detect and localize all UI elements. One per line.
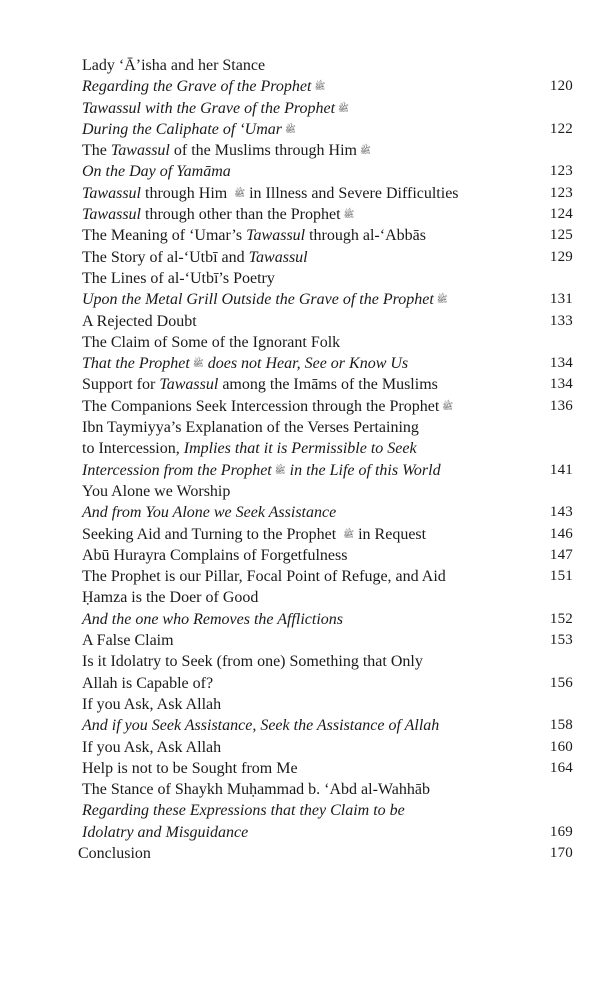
toc-entry xyxy=(0,651,613,672)
toc-page-number: 136 xyxy=(549,397,573,414)
toc-entry-text: The Stance of Shaykh Muḥammad b. ‘Abd al-Wahhāb xyxy=(82,781,430,799)
toc-entry xyxy=(0,609,613,630)
toc-entry-text: Tawassul xyxy=(246,227,306,245)
toc-entry-text: Support for xyxy=(82,376,160,394)
toc-entry-text: Ḥamza is the Doer of Good xyxy=(82,589,259,607)
toc-page-number: 129 xyxy=(549,248,573,265)
toc-entry-text: On the Day of Yamāma xyxy=(82,163,231,181)
toc-entry-text: And if you Seek Assistance, Seek the Assistance of Allah xyxy=(82,717,440,735)
toc-entry-text: through other than the Prophet xyxy=(141,206,341,224)
toc-entry xyxy=(0,843,613,864)
toc-entry xyxy=(0,289,613,310)
toc-entry-text: Idolatry and Misguidance xyxy=(82,823,249,841)
toc-entry-text: The Meaning of ‘Umar’s xyxy=(82,227,247,245)
honorific-glyph: ﷺ xyxy=(436,294,448,305)
toc-entry-title xyxy=(82,779,430,800)
toc-page-number: 151 xyxy=(549,568,573,585)
toc-page-number: 146 xyxy=(549,525,573,542)
toc-entry xyxy=(0,800,613,821)
toc-entry-text: Regarding these Expressions that they Claim to be xyxy=(82,802,405,820)
toc-entry-text: That the Prophet xyxy=(82,355,190,373)
toc-entry-text: through Him xyxy=(141,184,232,202)
toc-entry xyxy=(0,332,613,353)
toc-entry xyxy=(0,76,613,97)
toc-entry-title xyxy=(82,651,423,672)
toc-entry xyxy=(0,268,613,289)
toc-entry-text: Allah is Capable of? xyxy=(82,674,214,692)
toc-entry-text: The xyxy=(82,142,111,160)
toc-entry-title xyxy=(82,140,371,161)
toc-entry-text: Tawassul xyxy=(248,248,308,266)
honorific-glyph: ﷺ xyxy=(285,123,296,134)
toc-entry xyxy=(0,673,613,694)
toc-entry-title xyxy=(82,800,405,821)
toc-entry-title xyxy=(82,119,296,140)
toc-entry-text: The Lines of al-‘Utbī’s Poetry xyxy=(82,269,275,287)
toc-entry-title xyxy=(82,822,248,843)
toc-entry-title xyxy=(82,438,417,459)
toc-entry-text: Tawassul xyxy=(159,376,219,394)
toc-entry xyxy=(0,183,613,204)
toc-entry-title xyxy=(78,843,151,864)
toc-entry-text: If you Ask, Ask Allah xyxy=(82,695,222,713)
toc-entry-text: Upon the Metal Grill Outside the Grave of the Prophet xyxy=(82,291,434,309)
toc-entry-title xyxy=(82,417,419,438)
toc-page-number: 158 xyxy=(549,717,573,734)
toc-page-number: 131 xyxy=(549,291,573,308)
honorific-glyph: ﷺ xyxy=(343,209,355,220)
toc-entry-title xyxy=(82,55,265,76)
toc-entry xyxy=(0,204,613,225)
toc-page-number: 147 xyxy=(549,546,573,563)
toc-entry-title xyxy=(82,609,343,630)
toc-entry-text: in the Life of this World xyxy=(285,461,441,479)
toc-page-number: 170 xyxy=(549,844,573,861)
toc-entry xyxy=(0,417,613,438)
toc-entry xyxy=(0,758,613,779)
toc-entry-text: does not Hear, See or Know Us xyxy=(203,355,409,373)
toc-entry-text: with the Grave of the Prophet xyxy=(141,99,336,117)
honorific-glyph: ﷺ xyxy=(442,400,454,411)
toc-entry-title xyxy=(82,374,438,395)
toc-entry-text: Regarding the Grave of the Prophet xyxy=(82,78,312,96)
toc-entry-text: Lady ‘Ā’isha and her Stance xyxy=(82,57,266,74)
toc-entry-title xyxy=(82,630,174,651)
toc-page-number: 122 xyxy=(549,120,573,137)
toc-entry-text: And the one who Removes the Afflictions xyxy=(82,610,343,628)
toc-entry-text: Tawassul xyxy=(110,142,170,160)
toc-page-number: 153 xyxy=(549,632,573,649)
toc-entry xyxy=(0,630,613,651)
toc-entry xyxy=(0,98,613,119)
toc-entry-text: among the Imāms of the Muslims xyxy=(218,376,438,394)
toc-page-number: 160 xyxy=(549,738,573,755)
toc-page-number: 164 xyxy=(549,759,573,776)
toc-entry-title xyxy=(82,225,426,246)
toc-entry xyxy=(0,694,613,715)
toc-entry xyxy=(0,353,613,374)
toc-entry-text: A False Claim xyxy=(82,632,174,650)
toc-entry xyxy=(0,311,613,332)
honorific-glyph: ﷺ xyxy=(234,187,246,198)
toc-entry-text: Tawassul xyxy=(82,99,141,117)
toc-entry xyxy=(0,460,613,481)
toc-entry-title xyxy=(82,161,231,182)
toc-entry-text: The Claim of Some of the Ignorant Folk xyxy=(82,333,341,351)
honorific-glyph: ﷺ xyxy=(338,102,349,113)
toc-entry xyxy=(0,161,613,182)
honorific-glyph: ﷺ xyxy=(359,145,371,156)
toc-entry xyxy=(0,247,613,268)
toc-entry-title xyxy=(82,481,230,502)
toc-entry-title xyxy=(82,545,347,566)
toc-entry-title xyxy=(82,311,197,332)
toc-entry-text: And from You Alone we Seek Assistance xyxy=(82,504,337,522)
toc-entry-text: Intercession from the Prophet xyxy=(82,461,272,479)
toc-page-number: 120 xyxy=(549,78,573,95)
honorific-glyph: ﷺ xyxy=(314,81,326,92)
honorific-glyph: ﷺ xyxy=(274,464,286,475)
toc-entry-text: of the Muslims through Him xyxy=(169,142,357,160)
toc-page-number: 156 xyxy=(549,674,573,691)
toc-entry-text: A Rejected Doubt xyxy=(82,312,197,330)
toc-entry xyxy=(0,566,613,587)
toc-entry-text: Ibn Taymiyya’s Explanation of the Verses Pertaining xyxy=(82,419,419,437)
toc-entry xyxy=(0,524,613,545)
toc-entry-text: Tawassul xyxy=(82,206,141,224)
toc-entry xyxy=(0,779,613,800)
toc-page-number: 123 xyxy=(549,163,573,180)
toc-entry xyxy=(0,715,613,736)
toc-page-number: 134 xyxy=(549,376,573,393)
toc-entry-title xyxy=(82,715,439,736)
toc-entry-text: The Story of al-‘Utbī and xyxy=(82,248,249,266)
toc-entry-title xyxy=(82,524,426,545)
toc-entry-text: Help is not to be Sought from Me xyxy=(82,759,298,777)
toc-entry xyxy=(0,396,613,417)
toc-entry-text: Conclusion xyxy=(78,844,151,862)
toc-page-number: 125 xyxy=(549,227,573,244)
honorific-glyph: ﷺ xyxy=(192,358,204,369)
toc-entry-title xyxy=(82,332,340,353)
toc-entry xyxy=(0,502,613,523)
toc-entry-title xyxy=(82,183,459,204)
toc-entry-title xyxy=(82,76,325,97)
toc-entry-text: through al-‘Abbās xyxy=(305,227,426,245)
toc-entry-title xyxy=(82,566,446,587)
toc-entry-title xyxy=(82,268,275,289)
toc-entry-text: in Request xyxy=(354,525,427,543)
toc-entry xyxy=(0,140,613,161)
toc-entry-text: The Companions Seek Intercession through the Prophet xyxy=(82,397,440,415)
toc-entry xyxy=(0,55,613,76)
toc-entry xyxy=(0,119,613,140)
toc-entry-title xyxy=(82,758,298,779)
toc-entry-title xyxy=(82,502,336,523)
toc-page-number: 133 xyxy=(549,312,573,329)
toc-entry-title xyxy=(82,247,308,268)
toc-entry-text: During the Caliphate of ‘Umar xyxy=(82,120,282,138)
toc-page-number: 141 xyxy=(549,461,573,478)
toc-entry-title xyxy=(82,737,221,758)
toc-entry-text: to Intercession, xyxy=(82,440,184,458)
table-of-contents xyxy=(0,55,613,864)
toc-entry-text: Abū Hurayra Complains of Forgetfulness xyxy=(82,546,348,564)
toc-entry-title xyxy=(82,204,354,225)
toc-entry xyxy=(0,545,613,566)
toc-entry-title xyxy=(82,396,453,417)
toc-entry-title xyxy=(82,289,448,310)
toc-entry xyxy=(0,438,613,459)
toc-entry xyxy=(0,225,613,246)
toc-entry-title xyxy=(82,673,213,694)
toc-entry-title xyxy=(82,694,221,715)
toc-entry xyxy=(0,587,613,608)
toc-entry-text: Implies that it is Permissible to Seek xyxy=(183,440,417,458)
toc-page-number: 124 xyxy=(549,206,573,223)
toc-page-number: 123 xyxy=(549,184,573,201)
toc-page-number: 169 xyxy=(549,823,573,840)
toc-entry-title xyxy=(82,587,258,608)
toc-entry-text: Tawassul xyxy=(82,184,141,202)
toc-page-number: 152 xyxy=(549,610,573,627)
toc-entry-text: If you Ask, Ask Allah xyxy=(82,738,222,756)
toc-entry xyxy=(0,481,613,502)
honorific-glyph: ﷺ xyxy=(343,528,355,539)
toc-entry-text: You Alone we Worship xyxy=(82,482,231,500)
toc-entry-text: in Illness and Severe Difficulties xyxy=(245,184,459,202)
toc-page-number: 134 xyxy=(549,355,573,372)
toc-entry xyxy=(0,822,613,843)
toc-page-number: 143 xyxy=(549,504,573,521)
toc-entry-text: Seeking Aid and Turning to the Prophet xyxy=(82,525,341,543)
toc-entry-title xyxy=(82,98,349,119)
toc-entry xyxy=(0,374,613,395)
toc-entry-title xyxy=(82,460,441,481)
toc-entry-title xyxy=(82,353,408,374)
toc-entry xyxy=(0,737,613,758)
toc-entry-text: The Prophet is our Pillar, Focal Point of Refuge, and Aid xyxy=(82,568,446,586)
toc-entry-text: Is it Idolatry to Seek (from one) Something that Only xyxy=(82,653,423,671)
